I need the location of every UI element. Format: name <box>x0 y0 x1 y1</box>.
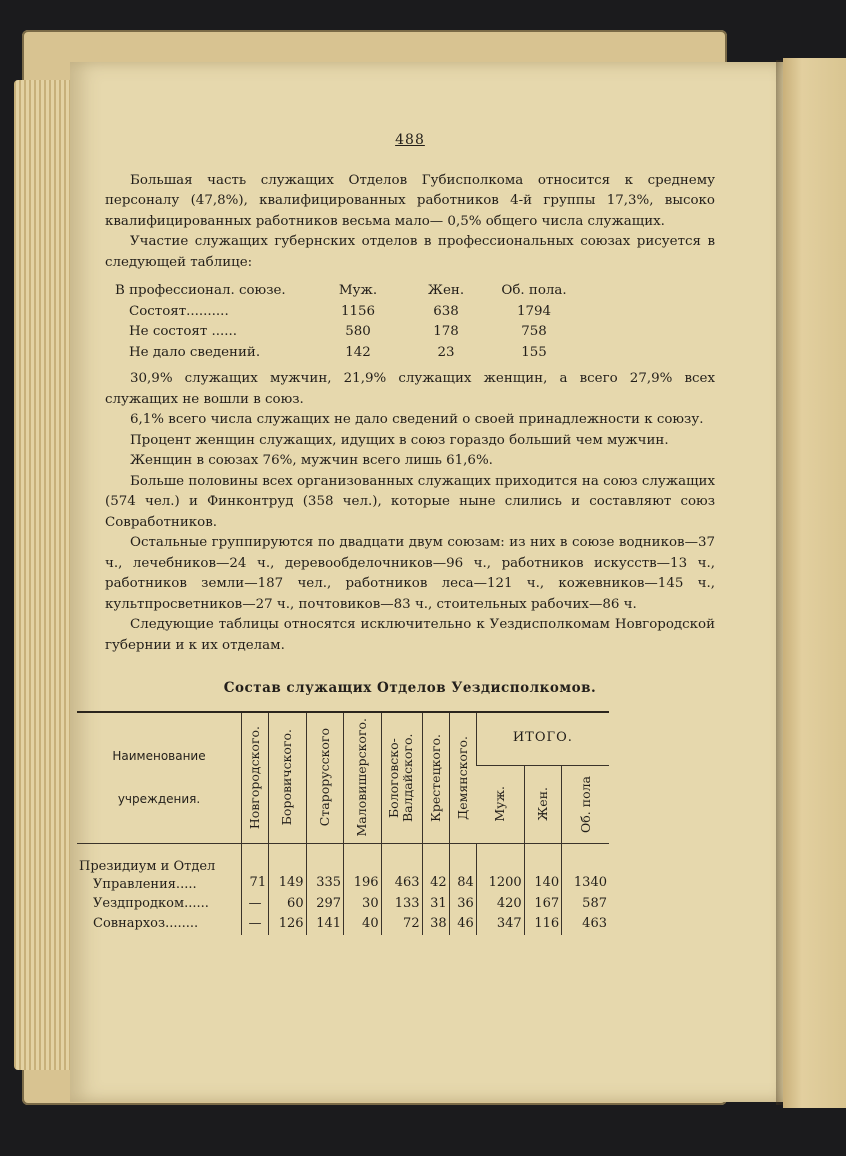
union-header-both: Об. пола. <box>501 283 567 298</box>
union-cell: 638 <box>433 303 459 319</box>
table-cell: 1340 <box>562 843 609 894</box>
table-cell: 60 <box>269 894 307 915</box>
union-cell: 1794 <box>516 303 552 319</box>
table-row <box>77 843 609 894</box>
staff-table <box>77 711 609 935</box>
union-table-row <box>115 343 583 364</box>
table-cell: 116 <box>524 914 562 935</box>
union-cell: 155 <box>521 344 547 360</box>
union-cell: 142 <box>345 344 371 360</box>
table-cell: 133 <box>381 894 422 915</box>
table-cell: 463 <box>562 914 609 935</box>
table-cell: 335 <box>306 843 344 894</box>
table-cell: 141 <box>306 914 344 935</box>
table-cell: 587 <box>562 894 609 915</box>
union-cell: 580 <box>345 324 371 339</box>
table-cell: 71 <box>242 843 269 894</box>
paragraph: Остальные группируются по двадцати двум союзам: из них в союзе водников—37 ч., лечебников—24 ч., деревообделочников—96 ч., работников искусств—13 ч., работников земли—187 чел., работников леса—121 ч., кожевников—145 ч., культпросветников—27 ч., почтовиков—83 ч., стоительных рабочих—86 ч. <box>105 535 715 612</box>
column-header: Демянского. <box>449 712 476 844</box>
column-header: Бологовско-Валдайского. <box>381 712 422 844</box>
column-header: Крестецкого. <box>422 712 449 844</box>
paragraph: 30,9% служащих мужчин, 21,9% служащих женщин, а всего 27,9% всех служащих не вошли в союз. <box>105 371 715 407</box>
page-stack <box>14 80 74 1070</box>
union-table-row <box>115 322 583 343</box>
table-cell: 30 <box>344 894 382 915</box>
page-content <box>79 130 715 935</box>
column-header: Боровичского. <box>269 712 307 844</box>
column-header-name <box>77 712 242 844</box>
name-header-line2: учреждения. <box>117 791 201 806</box>
union-row-label: Состоят.......... <box>129 303 229 319</box>
row-label: Президиум и Отдел Управления..... <box>77 843 242 894</box>
paragraph: Больше половины всех организованных служащих приходится на союз служащих (574 чел.) и Финконтруд (358 чел.), которые ныне слились и составляют союз Совработников. <box>105 473 715 530</box>
paragraph: Большая часть служащих Отделов Губисполкома относится к среднему персоналу (47,8%), квалифицированных работников 4-й группы 17,3%, высоко квалифицированных работников весьма мало— 0,5% общего числа служащих. <box>105 172 715 229</box>
union-cell: 178 <box>433 324 459 339</box>
union-table-row <box>115 302 583 323</box>
column-header-itogo: ИТОГО. <box>476 712 609 766</box>
table-cell: 297 <box>306 894 344 915</box>
union-table <box>115 281 583 363</box>
table-cell: 420 <box>476 894 524 915</box>
table-cell: — <box>242 894 269 915</box>
union-table-header <box>115 281 583 302</box>
table-cell: 140 <box>524 843 562 894</box>
column-header: Старорусского <box>306 712 344 844</box>
table-cell: 36 <box>449 894 476 915</box>
paragraph: Женщин в союзах 76%, мужчин всего лишь 61,6%. <box>130 453 493 468</box>
table-cell: 40 <box>344 914 382 935</box>
table-cell: 463 <box>381 843 422 894</box>
table-row <box>77 894 609 915</box>
facing-page <box>783 58 846 1108</box>
paragraph: Процент женщин служащих, идущих в союз гораздо больший чем мужчин. <box>130 432 669 448</box>
table-cell: 149 <box>269 843 307 894</box>
table-cell: 31 <box>422 894 449 915</box>
table-cell: 1200 <box>476 843 524 894</box>
union-cell: 758 <box>521 324 547 339</box>
table-cell: 347 <box>476 914 524 935</box>
column-header: Новгородского. <box>242 712 269 844</box>
table-cell: 126 <box>269 914 307 935</box>
column-header: Маловишерского. <box>344 712 382 844</box>
union-header-label: В профессионал. союзе. <box>115 283 286 298</box>
column-header: Жен. <box>524 765 562 843</box>
union-header-men: Муж. <box>338 283 378 298</box>
table-cell: 42 <box>422 843 449 894</box>
row-label: Уездпродком...... <box>93 895 209 911</box>
table-cell: 38 <box>422 914 449 935</box>
table-cell: 84 <box>449 843 476 894</box>
column-header: Об. пола <box>562 765 609 843</box>
paragraph: Участие служащих губернских отделов в профессиональных союзах рисуется в следующей таблице: <box>105 234 715 270</box>
table-cell: 72 <box>381 914 422 935</box>
name-header-line1: Наименование <box>112 749 206 763</box>
row-label: Совнархоз........ <box>93 916 199 932</box>
union-row-label: Не состоят ...... <box>129 324 238 339</box>
table-cell: 196 <box>344 843 382 894</box>
column-header: Муж. <box>491 786 507 822</box>
union-header-women: Жен. <box>427 283 465 298</box>
table-row <box>77 914 609 935</box>
table-cell: — <box>242 914 269 935</box>
union-cell: 1156 <box>340 303 376 319</box>
paragraph: Следующие таблицы относятся исключительно к Уездисполкомам Новгородской губернии и к их отделам. <box>105 617 715 653</box>
table-title: Состав служащих Отделов Уездисполкомов. <box>223 680 597 696</box>
union-cell: 23 <box>437 344 455 360</box>
table-cell: 46 <box>449 914 476 935</box>
union-row-label: Не дало сведений. <box>129 344 261 360</box>
page-number: 488 <box>395 132 425 148</box>
paragraph: 6,1% всего числа служащих не дало сведений о своей принадлежности к союзу. <box>130 412 704 427</box>
table-cell: 167 <box>524 894 562 915</box>
